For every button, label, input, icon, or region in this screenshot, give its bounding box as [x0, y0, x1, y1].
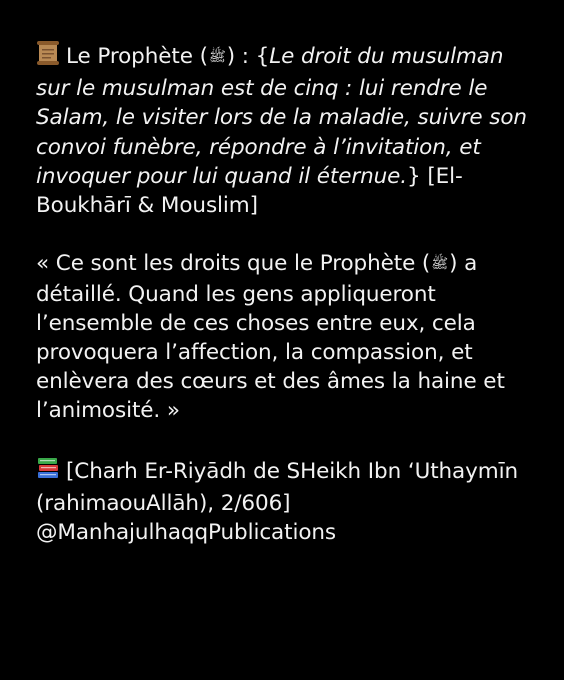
commentary-text: ) a détaillé. Quand les gens appliqueront l’ensemble de ces choses entre eux, cela provoquera l’affection, la compassion, et enlèvera des cœurs et des âmes la haine et l’animosité. » — [36, 251, 505, 424]
hadith-lead: Le Prophète ( — [66, 44, 208, 69]
book-reference: [Charh Er-Riyādh de SHeikh Ibn ‘Uthaymīn (rahimaouAllāh), 2/606] — [36, 458, 519, 517]
reference-paragraph — [36, 455, 541, 548]
hadith-bracket: ) : { — [226, 44, 270, 69]
scroll-icon — [36, 40, 60, 74]
salawat-ligature: ﷺ — [208, 49, 226, 65]
hadith-quote: Le droit du musulman sur le musulman est de cinq : lui rendre le Salam, le visiter lors de la maladie, suivre son convoi funèbre, répondre à l’invitation, et invoquer pour lui quand il éternue. — [36, 44, 527, 189]
commentary-paragraph — [36, 249, 541, 425]
salawat-ligature: ﷺ — [431, 256, 449, 273]
hadith-source: } [El-Boukhārī & Mouslim] — [36, 163, 463, 219]
hadith-paragraph — [36, 40, 541, 220]
post-text — [36, 40, 541, 547]
commentary-lead: « Ce sont les droits que le Prophète ( — [36, 251, 431, 277]
books-icon — [36, 455, 60, 489]
publisher-handle: @ManhajulhaqqPublications — [36, 520, 337, 546]
